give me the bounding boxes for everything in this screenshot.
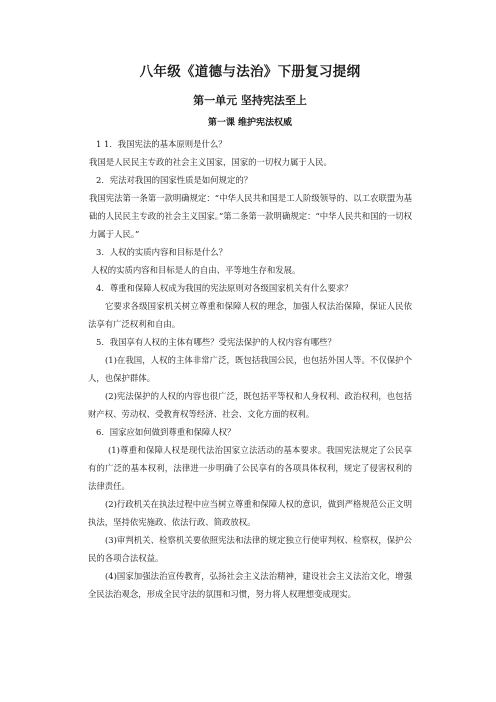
answer-4: 它要求各级国家机关树立尊重和保障人权的理念，加强人权法治保障，保证人民依法享有广泛权利和自由。	[88, 301, 412, 329]
answer-2: 我国宪法第一条第一款明确规定：“中华人民共和国是工人阶级领导的、以工农联盟为基础的人民民主专政的社会主义国家。”第二条第一款明确规定：“中华人民共和国的一切权力属于人民。”	[89, 193, 412, 239]
answer-5-point-1: (1)在我国，人权的主体非常广泛，既包括我国公民，也包括外国人等。不仅保护个人，也保护群体。	[88, 355, 412, 383]
answer-6-point-3: (3)审判机关、检察机关要依照宪法和法律的规定独立行使审判权、检察权，保护公民的各项合法权益。	[88, 535, 412, 563]
question-1: 1 1．我国宪法的基本原则是什么？	[96, 139, 227, 149]
lesson-title: 第一课 维护宪法权威	[207, 118, 293, 128]
answer-6-point-1: (1)尊重和保障人权是现代法治国家立法活动的基本要求。我国宪法规定了公民享有的广泛的基本权利，法律进一步明确了公民享有的各项具体权利，规定了侵害权利的法律责任。	[88, 445, 412, 491]
question-2: 2．宪法对我国的国家性质是如何规定的？	[96, 175, 253, 185]
answer-3: 人权的实质内容和目标是人的自由、平等地生存和发展。	[91, 265, 301, 275]
question-4: 4．尊重和保障人权成为我国的宪法原则对各级国家机关有什么要求？	[96, 283, 353, 293]
unit-title: 第一单元 坚持宪法至上	[193, 94, 307, 107]
outline-body	[88, 135, 412, 603]
question-6: 6．国家应如何做到尊重和保障人权？	[96, 427, 236, 437]
question-5: 5．我国享有人权的主体有哪些？受宪法保护的人权内容有哪些？	[96, 337, 336, 347]
question-3: 3．人权的实质内容和目标是什么？	[96, 247, 227, 257]
answer-5-point-2: (2)宪法保护的人权的内容也很广泛，既包括平等权和人身权利、政治权利，也包括财产权、劳动权、受教育权等经济、社会、文化方面的权利。	[88, 391, 412, 419]
answer-1: 我国是人民民主专政的社会主义国家，国家的一切权力属于人民。	[89, 157, 332, 167]
answer-6-point-2: (2)行政机关在执法过程中应当树立尊重和保障人权的意识，做到严格规范公正文明执法，坚持依宪施政、依法行政、简政放权。	[88, 499, 412, 527]
document-title: 八年级《道德与法治》下册复习提纲	[139, 64, 361, 80]
answer-6-point-4: (4)国家加强法治宣传教育，弘扬社会主义法治精神，建设社会主义法治文化，增强全民法治观念，形成全民守法的氛围和习惯，努力将人权理想变成现实。	[88, 571, 412, 599]
